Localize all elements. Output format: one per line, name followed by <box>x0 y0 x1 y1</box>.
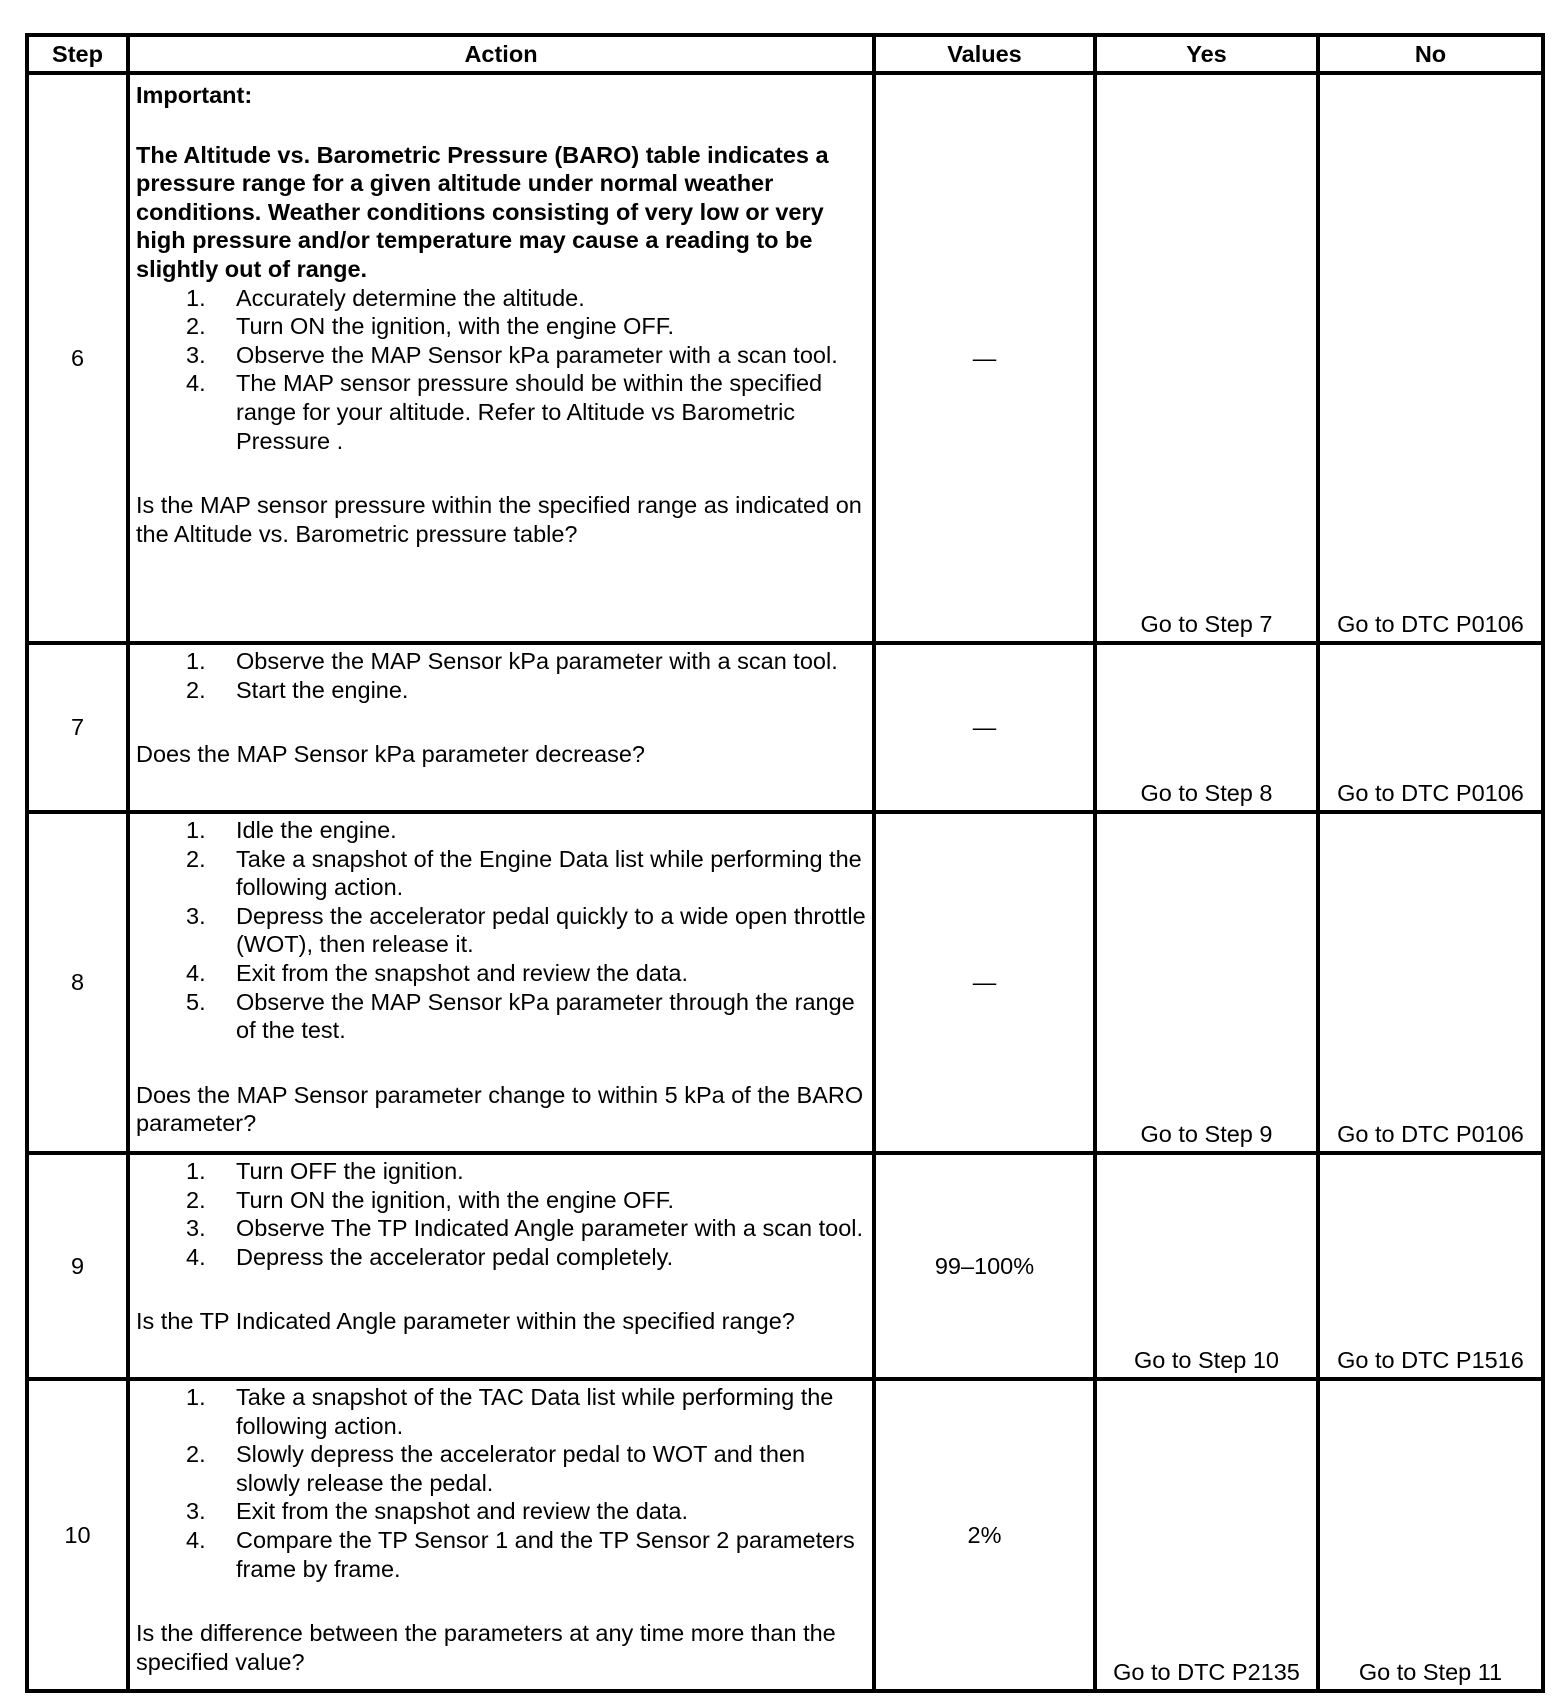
list-item-text: Turn ON the ignition, with the engine OFF. <box>236 313 675 340</box>
important-text: The Altitude vs. Barometric Pressure (BARO) table indicates a pressure range for a given altitude under normal weather conditions. Weather conditions consisting of very low or very high pressure and/or temperature may cause a reading to be slightly out of range. <box>136 141 829 282</box>
question-text: Is the TP Indicated Angle parameter within the specified range? <box>136 1308 795 1335</box>
yes-cell: Go to Step 10 <box>1095 1153 1318 1379</box>
list-item: 2. Slowly depress the accelerator pedal to WOT and then slowly release the pedal. <box>186 1441 806 1496</box>
step-number: 6 <box>27 73 128 643</box>
table-row <box>27 643 1543 812</box>
list-item: 2. Take a snapshot of the Engine Data list while performing the following action. <box>186 845 862 901</box>
list-item: 4. The MAP sensor pressure should be within the specified range for your altitude. Refer to Altitude vs Barometric Pressure . <box>186 370 823 454</box>
table-row <box>27 812 1543 1153</box>
table-row <box>27 1379 1543 1691</box>
list-item: 5. Observe the MAP Sensor kPa parameter through the range of the test. <box>186 988 855 1044</box>
step-number: 10 <box>27 1379 128 1691</box>
action-cell <box>128 1379 874 1691</box>
action-cell <box>128 812 874 1153</box>
list-item-text: Turn ON the ignition, with the engine OFF. <box>236 1186 675 1213</box>
list-item-text: Start the engine. <box>236 676 409 703</box>
list-item-text: Take a snapshot of the Engine Data list while performing the following action. <box>236 845 862 901</box>
header-yes: Yes <box>1095 35 1318 73</box>
values-cell: — <box>874 643 1095 812</box>
list-item: 3. Observe The TP Indicated Angle parameter with a scan tool. <box>186 1215 864 1242</box>
yes-cell: Go to DTC P2135 <box>1095 1379 1318 1691</box>
values-cell: — <box>874 812 1095 1153</box>
action-cell <box>128 73 874 643</box>
important-label: Important: <box>136 82 253 108</box>
action-list <box>136 1157 866 1271</box>
header-no: No <box>1318 35 1543 73</box>
list-item-text: Depress the accelerator pedal quickly to a wide open throttle (WOT), then release it. <box>236 902 866 958</box>
no-cell: Go to Step 11 <box>1318 1379 1543 1691</box>
list-item: 1. Idle the engine. <box>186 817 397 843</box>
list-item-text: Accurately determine the altitude. <box>236 284 585 311</box>
list-item: 3. Observe the MAP Sensor kPa parameter with a scan tool. <box>186 341 838 368</box>
question-text: Is the MAP sensor pressure within the specified range as indicated on the Altitude vs. Barometric pressure table? <box>136 492 862 547</box>
step-number: 8 <box>27 812 128 1153</box>
list-item: 2. Start the engine. <box>186 676 409 703</box>
list-item: 3. Exit from the snapshot and review the data. <box>186 1498 688 1525</box>
list-item: 4. Compare the TP Sensor 1 and the TP Sensor 2 parameters frame by frame. <box>186 1526 855 1582</box>
list-item: 2. Turn ON the ignition, with the engine OFF. <box>186 1186 675 1213</box>
list-item: 3. Depress the accelerator pedal quickly to a wide open throttle (WOT), then release it. <box>186 902 866 958</box>
action-list <box>136 1383 866 1583</box>
header-row <box>27 35 1543 73</box>
list-item: 1. Take a snapshot of the TAC Data list while performing the following action. <box>186 1384 834 1439</box>
question-text: Is the difference between the parameters at any time more than the specified value? <box>136 1620 836 1675</box>
list-item-text: Exit from the snapshot and review the data. <box>236 1498 688 1525</box>
list-item: 1. Accurately determine the altitude. <box>186 284 585 311</box>
list-item-text: Compare the TP Sensor 1 and the TP Sensor 2 parameters frame by frame. <box>236 1526 855 1582</box>
question-text: Does the MAP Sensor parameter change to within 5 kPa of the BARO parameter? <box>136 1081 864 1137</box>
yes-cell: Go to Step 7 <box>1095 73 1318 643</box>
list-item-text: Slowly depress the accelerator pedal to WOT and then slowly release the pedal. <box>236 1441 806 1496</box>
list-item-text: Idle the engine. <box>236 817 397 843</box>
table-row <box>27 1153 1543 1379</box>
values-cell: 2% <box>874 1379 1095 1691</box>
action-list <box>136 647 866 704</box>
list-item-text: Depress the accelerator pedal completely. <box>236 1243 674 1270</box>
action-cell <box>128 643 874 812</box>
table-row <box>27 73 1543 643</box>
action-cell <box>128 1153 874 1379</box>
list-item: 4. Exit from the snapshot and review the data. <box>186 959 688 986</box>
diagnostic-table <box>25 33 1545 1693</box>
list-item: 1. Turn OFF the ignition. <box>186 1158 464 1184</box>
header-step: Step <box>27 35 128 73</box>
step-number: 7 <box>27 643 128 812</box>
no-cell: Go to DTC P0106 <box>1318 643 1543 812</box>
list-item-text: Exit from the snapshot and review the data. <box>236 959 688 986</box>
list-item: 2. Turn ON the ignition, with the engine OFF. <box>186 313 675 340</box>
list-item: 4. Depress the accelerator pedal completely. <box>186 1243 674 1270</box>
list-item-text: Observe the MAP Sensor kPa parameter with a scan tool. <box>236 648 838 674</box>
header-values: Values <box>874 35 1095 73</box>
no-cell: Go to DTC P0106 <box>1318 812 1543 1153</box>
list-item: 1. Observe the MAP Sensor kPa parameter with a scan tool. <box>186 648 838 674</box>
list-item-text: Observe the MAP Sensor kPa parameter through the range of the test. <box>236 988 855 1044</box>
list-item-text: The MAP sensor pressure should be within the specified range for your altitude. Refer to Altitude vs Barometric Pressure . <box>236 370 823 454</box>
values-cell: — <box>874 73 1095 643</box>
action-list <box>136 816 866 1045</box>
yes-cell: Go to Step 9 <box>1095 812 1318 1153</box>
no-cell: Go to DTC P1516 <box>1318 1153 1543 1379</box>
yes-cell: Go to Step 8 <box>1095 643 1318 812</box>
list-item-text: Observe The TP Indicated Angle parameter with a scan tool. <box>236 1215 864 1242</box>
values-cell: 99–100% <box>874 1153 1095 1379</box>
list-item-text: Observe the MAP Sensor kPa parameter with a scan tool. <box>236 341 838 368</box>
no-cell: Go to DTC P0106 <box>1318 73 1543 643</box>
step-number: 9 <box>27 1153 128 1379</box>
list-item-text: Turn OFF the ignition. <box>236 1158 464 1184</box>
header-action: Action <box>128 35 874 73</box>
action-list <box>136 284 866 456</box>
question-text: Does the MAP Sensor kPa parameter decrease? <box>136 741 646 768</box>
list-item-text: Take a snapshot of the TAC Data list while performing the following action. <box>236 1384 834 1439</box>
